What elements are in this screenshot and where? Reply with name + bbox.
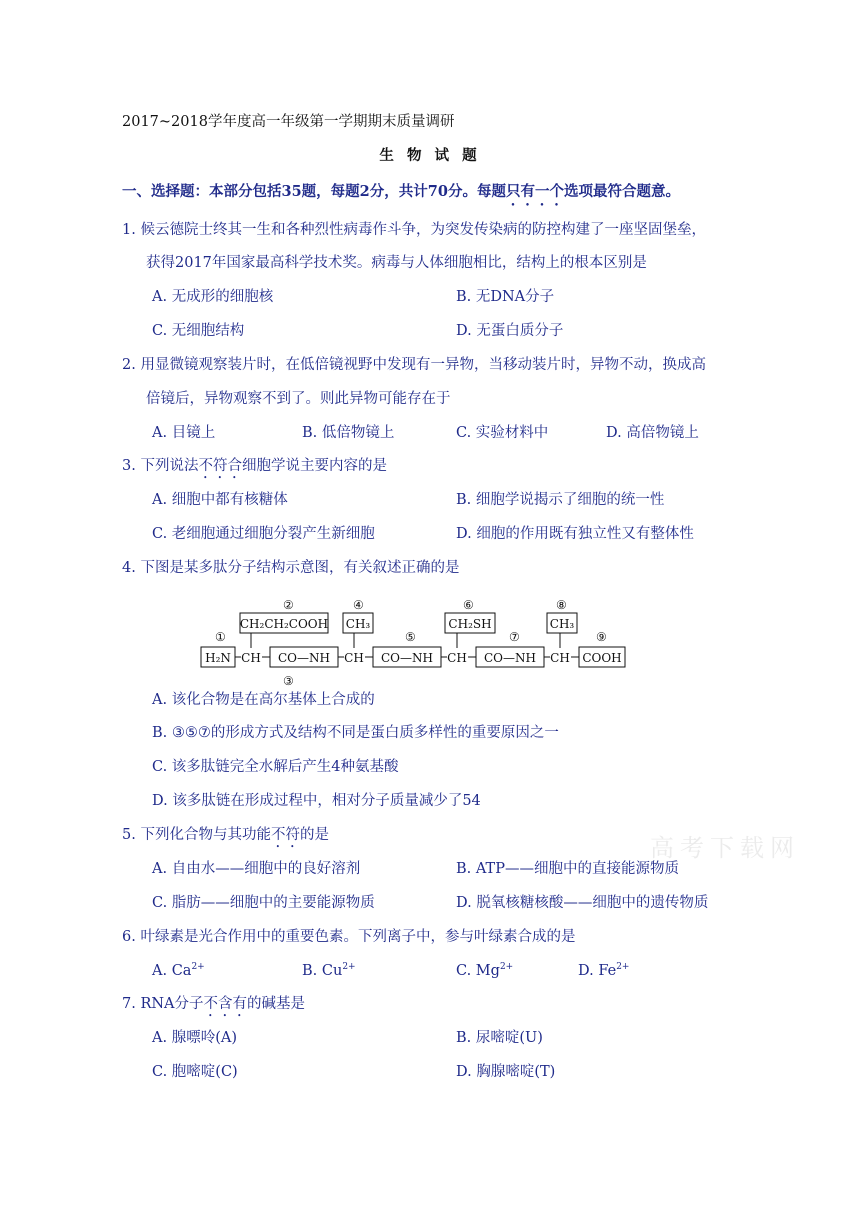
q3-option-c: C. 老细胞通过细胞分裂产生新细胞 [152, 526, 375, 542]
exam-title: 生 物 试 题 [379, 147, 481, 164]
q5-stem: 5. 下列化合物与其功能不符的是 [122, 827, 329, 843]
emphasis-text: 不含有 [203, 996, 248, 1012]
q6-option-b: B. $Cu^{2+}$ [302, 962, 356, 979]
q1-option-c: C. 无细胞结构 [152, 323, 245, 339]
label-2: ② [283, 598, 294, 612]
q1-option-d: D. 无蛋白质分子 [456, 323, 564, 339]
q2-option-b: B. 低倍物镜上 [302, 425, 395, 441]
q4-option-d: D. 该多肽链在形成过程中，相对分子质量减少了54 [152, 793, 481, 809]
peptide-bond-1: CO—NH [278, 651, 330, 665]
q5-option-c: C. 脂肪——细胞中的主要能源物质 [152, 895, 375, 911]
side-chain-r1: CH₂CH₂COOH [239, 617, 329, 631]
q4-stem: 4. 下图是某多肽分子结构示意图，有关叙述正确的是 [122, 560, 460, 576]
emphasis-text: 不符 [270, 827, 300, 843]
alpha-carbon-1: CH [241, 651, 261, 665]
q3-stem: 3. 下列说法不符合细胞学说主要内容的是 [122, 458, 387, 474]
q2-stem-line2: 倍镜后，异物观察不到了。则此异物可能存在于 [146, 391, 451, 407]
q3-option-d: D. 细胞的作用既有独立性又有整体性 [456, 526, 694, 542]
q5-option-b: B. ATP——细胞中的直接能源物质 [456, 861, 679, 877]
side-chain-r3: CH₂SH [448, 617, 492, 631]
q1-option-a: A. 无成形的细胞核 [152, 289, 274, 305]
q4-option-a: A. 该化合物是在高尔基体上合成的 [152, 692, 375, 708]
q5-option-d: D. 脱氧核糖核酸——细胞中的遗传物质 [456, 895, 709, 911]
q3-option-a: A. 细胞中都有核糖体 [152, 492, 288, 508]
label-9: ⑨ [596, 630, 607, 644]
q7-option-b: B. 尿嘧啶(U) [456, 1030, 543, 1046]
peptide-bond-2: CO—NH [381, 651, 433, 665]
q1-option-b: B. 无DNA分子 [456, 289, 555, 305]
label-3: ③ [283, 674, 294, 686]
peptide-bond-3: CO—NH [484, 651, 536, 665]
q7-stem: 7. RNA分子不含有的碱基是 [122, 996, 306, 1012]
amino-group: H₂N [205, 651, 231, 665]
q5-option-a: A. 自由水——细胞中的良好溶剂 [152, 861, 361, 877]
label-5: ⑤ [405, 630, 416, 644]
q6-option-d: D. $Fe^{2+}$ [578, 962, 630, 979]
q1-stem-line1: 1. 候云德院士终其一生和各种烈性病毒作斗争，为突发传染病的防控构建了一座坚固堡垒， [122, 222, 706, 238]
q2-option-d: D. 高倍物镜上 [606, 425, 699, 441]
emphasis-text: 只有一个 [505, 183, 564, 200]
label-4: ④ [353, 598, 364, 612]
polypeptide-structure-diagram [195, 596, 635, 686]
side-chain-r4: CH₃ [549, 617, 575, 631]
q7-option-d: D. 胸腺嘧啶(T) [456, 1064, 556, 1080]
label-1: ① [215, 630, 226, 644]
section-heading: 一、选择题：本部分包括35题，每题2分，共计70分。每题只有一个选项最符合题意。 [122, 183, 680, 200]
q2-option-a: A. 目镜上 [152, 425, 216, 441]
q7-option-a: A. 腺嘌呤(A) [152, 1030, 237, 1046]
watermark: 高考下载网 [650, 834, 800, 862]
q6-option-a: A. $Ca^{2+}$ [152, 962, 205, 979]
q4-option-b: B. ③⑤⑦的形成方式及结构不同是蛋白质多样性的重要原因之一 [152, 725, 559, 741]
exam-header: 2017~2018学年度高一年级第一学期期末质量调研 [122, 114, 455, 130]
carboxyl-group: COOH [582, 651, 622, 665]
q6-option-c: C. $Mg^{2+}$ [456, 962, 514, 979]
label-8: ⑧ [556, 598, 567, 612]
q1-stem-line2: 获得2017年国家最高科学技术奖。病毒与人体细胞相比，结构上的根本区别是 [146, 255, 647, 271]
q4-option-c: C. 该多肽链完全水解后产生4种氨基酸 [152, 759, 399, 775]
emphasis-text: 不符合 [198, 458, 242, 474]
alpha-carbon-4: CH [550, 651, 570, 665]
side-chain-r2: CH₃ [345, 617, 371, 631]
q2-stem-line1: 2. 用显微镜观察装片时，在低倍镜视野中发现有一异物，当移动装片时，异物不动，换成高 [122, 357, 706, 373]
q7-option-c: C. 胞嘧啶(C) [152, 1064, 238, 1080]
label-6: ⑥ [463, 598, 474, 612]
q3-option-b: B. 细胞学说揭示了细胞的统一性 [456, 492, 665, 508]
alpha-carbon-2: CH [344, 651, 364, 665]
q6-stem: 6. 叶绿素是光合作用中的重要色素。下列离子中，参与叶绿素合成的是 [122, 929, 576, 945]
alpha-carbon-3: CH [447, 651, 467, 665]
label-7: ⑦ [509, 630, 520, 644]
q2-option-c: C. 实验材料中 [456, 425, 549, 441]
